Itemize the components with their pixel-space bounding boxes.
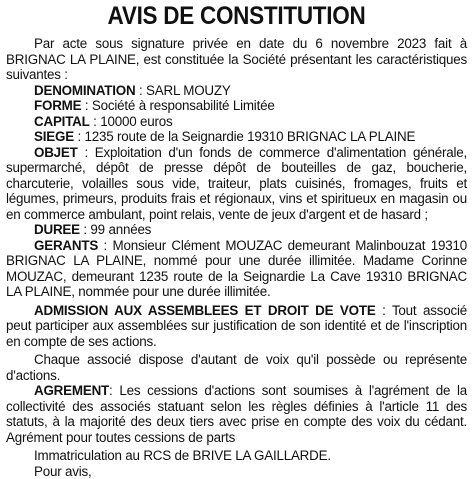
- notice-title: AVIS DE CONSTITUTION: [29, 0, 444, 32]
- signature-line: Pour avis,: [6, 464, 467, 479]
- forme-line: [6, 98, 467, 114]
- denomination-value: : SARL MOUZY: [136, 83, 231, 98]
- gerants-value: : Monsieur Clément MOUZAC demeurant Malinbouzat 19310 BRIGNAC LA PLAINE, nommé pour une durée illimitée. Madame Corinne MOUZAC, demeurant 1235 route de la Seignardie La Cave 19310 BRIGNAC LA PLAINE, nommée pour une durée illimitée.: [6, 238, 467, 300]
- duree-line: [6, 222, 467, 238]
- agrement-label: AGREMENT: [34, 383, 109, 398]
- agrement-value: : Les cessions d'actions sont soumises à l'agrément de la collectivité des associés statuant selon les règles définies à l'article 11 des statuts, à la majorité des deux tiers avec prise en compte des voix du cédant. Agrément pour toutes cessions de parts: [6, 383, 467, 445]
- capital-line: [6, 114, 467, 130]
- objet-label: OBJET: [34, 145, 78, 160]
- admission-label: ADMISSION AUX ASSEMBLEES ET DROIT DE VOTE: [34, 303, 376, 318]
- objet-paragraph: [6, 145, 467, 223]
- duree-label: DUREE: [34, 222, 80, 237]
- denomination-label: DENOMINATION: [34, 83, 136, 98]
- siege-label: SIEGE: [34, 129, 74, 144]
- gerants-paragraph: [6, 238, 467, 300]
- intro-paragraph: Par acte sous signature privée en date du 6 novembre 2023 fait à BRIGNAC LA PLAINE, est constituée la Société présentant les caractéristiques suivantes :: [6, 36, 467, 83]
- immatriculation-line: Immatriculation au RCS de BRIVE LA GAILLARDE.: [6, 448, 467, 464]
- capital-label: CAPITAL: [34, 114, 90, 129]
- objet-value: : Exploitation d'un fonds de commerce d'alimentation générale, supermarché, dépôt de presse dépôt de bouteilles de gaz, boucherie, charcuterie, volailles sous vide, traiteur, plats cuisinés, fromages, fruits et légumes, primeurs, produits frais et régionaux, vins et spiritueux en magasin ou en commerce ambulant, point relais, vente de jeux d'argent et de hasard ;: [6, 145, 467, 222]
- siege-value: : 1235 route de la Seignardie 19310 BRIGNAC LA PLAINE: [74, 129, 415, 144]
- denomination-line: [6, 83, 467, 99]
- voix-paragraph: Chaque associé dispose d'autant de voix qu'il possède ou représente d'actions.: [6, 352, 467, 383]
- agrement-paragraph: [6, 383, 467, 445]
- admission-value: : Tout associé peut participer aux assemblées sur justification de son identité et de l'inscription en compte de ses actions.: [6, 303, 467, 349]
- notice-body: [6, 36, 467, 479]
- capital-value: : 10000 euros: [90, 114, 173, 129]
- duree-value: : 99 années: [80, 222, 151, 237]
- forme-label: FORME: [34, 98, 81, 113]
- admission-paragraph: [6, 303, 467, 350]
- gerants-label: GERANTS: [34, 238, 98, 253]
- forme-value: : Société à responsabilité Limitée: [81, 98, 274, 113]
- siege-line: [6, 129, 467, 145]
